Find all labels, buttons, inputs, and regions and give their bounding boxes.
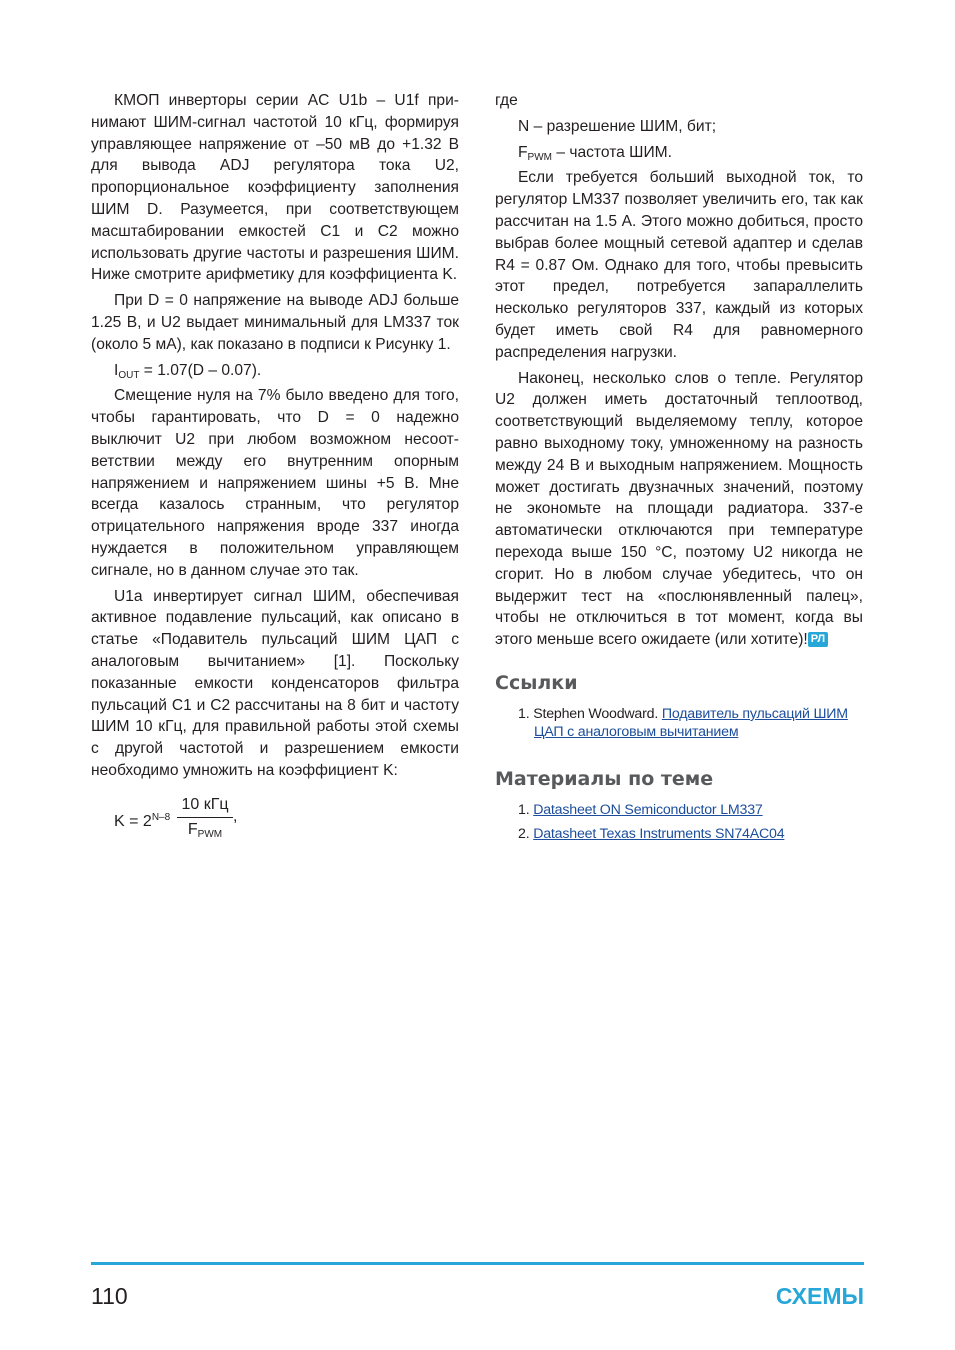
paragraph-current: Если требуется больший выходной ток, то регулятор LM337 позволяет увеличить его, так как рассчитан на 1.5 А. Этого можно добиться, просто выбрав более мощный сетевой адаптер и сделав R4 = 0.87 Ом. Однако для того, чтобы превысить этот предел, потребуется запараллелить несколько регуляторов 337, каждый из которых будет иметь свой R4 для равномерного распределения нагрузки. [495,169,863,361]
section-title: СХЕМЫ [775,1283,864,1309]
definition-fpwm-text: – частота ШИМ. [551,143,673,161]
where-label: где [495,92,518,109]
material-item [518,825,863,843]
materials-heading: Материалы по теме [495,767,714,790]
formula-iout-lhs: I [114,361,119,379]
formula-k-lhs [114,807,170,833]
formula-k-fraction [177,795,233,840]
material-number: 2. [518,825,530,842]
formula-k-comma: , [233,807,238,825]
paragraph-intro: КМОП инверторы серии AC U1b – U1f принимают ШИМ-сигнал частотой 10 кГц, формируя управляющее напряжение от –50 мВ до +1.32 В для вывода ADJ регулятора тока U2, пропорциональное коэффициенту заполнения ШИМ D. Разумеется, при соответствующем масштабировании емкостей C1 и C2 можно использовать другие частоты и разрешения ШИМ. Ниже смотрите арифметику для коэффициента K. [91,92,459,284]
material-link-sn74ac04[interactable]: Datasheet Texas Instruments SN74AC04 [533,825,785,842]
material-item [518,801,863,819]
formula-iout-rhs: = 1.07(D – 0.07). [139,361,262,379]
material-number: 1. [518,801,530,818]
formula-k-den-symbol: F [187,820,198,838]
definition-fpwm-sub: PWM [527,151,552,163]
ref-link[interactable]: Подавитель пульсаций ШИМ ЦАП с аналоговым вычитанием [534,705,848,740]
rl-badge: РЛ [808,632,828,647]
formula-k-exponent: N–8 [151,811,171,823]
paragraph-heat [495,368,863,651]
footer-rule [91,1262,864,1265]
ref-item [518,705,863,741]
definition-n: N – разрешение ШИМ, бит; [518,117,717,135]
page-number: 110 [91,1283,128,1309]
formula-iout-sub: OUT [118,369,140,381]
refs-list [495,705,863,741]
materials-list [495,801,863,843]
paragraph-offset: Смещение нуля на 7% было введено для того, чтобы гарантировать, что D = 0 надежно выключит U2 при любом возможном несоответствии между его внутренним опорным напряжением и напряжением шины +5 В. Мне всегда казалось странным, что регулятор отрицательного напряжения вроде 337 иногда нуждается в положительном управляющем сигнале, но в данном случае это так. [91,387,459,579]
right-column [495,90,863,849]
paragraph-u1a: U1a инвертирует сигнал ШИМ, обеспечивая активное подавление пульсаций, как описано в статье «Подавитель пульсаций ШИМ ЦАП с аналоговым вычитанием» [1]. Поскольку показанные емкости конденсаторов фильтра пульсаций C1 и C2 рассчитаны на 8 бит и частоту ШИМ 10 кГц, для правильной работы этой схемы с другой частотой и разрешением емкости необходимо умножить на коэффициент K: [91,587,459,779]
formula-k-numerator: 10 кГц [177,795,233,818]
paragraph-d-zero: При D = 0 напряжение на выводе ADJ больше 1.25 В, и U2 выдает минимальный для LM337 ток (около 5 мА), как показано в подписи к Рисунку 1. [91,292,459,353]
formula-k-base: K = 2 [114,812,152,830]
ref-author: Stephen Woodward. [533,705,659,722]
formula-k-den-sub: PWM [197,828,223,840]
formula-k [91,796,459,852]
material-link-lm337[interactable]: Datasheet ON Semiconductor LM337 [533,801,763,818]
formula-k-denominator [177,818,233,840]
paragraph-heat-text: Наконец, несколько слов о тепле. Регулятор U2 должен иметь достаточный теплоотвод, соответствующий выделяемому теплу, которое равно выходному току, умноженному на разность между 24 В и выходным напряжением. Мощность может достигать двузначных значений, поэтому не экономьте на площади радиатора. 337-е автоматически отключаются при температуре перехода выше 150 °C, поэтому U2 никогда не сгорит. Но в любом случае убедитесь, что он выдержит тест на «послюнявленный палец», чтобы не отключиться в тот момент, когда вы этого меньше всего ожидаете (или хотите)! [495,369,863,649]
definition-fpwm [495,142,863,164]
ref-number: 1. [518,705,530,722]
left-column [91,90,459,852]
definition-fpwm-symbol: F [518,143,528,161]
refs-heading: Ссылки [495,671,578,694]
formula-iout [91,360,459,382]
